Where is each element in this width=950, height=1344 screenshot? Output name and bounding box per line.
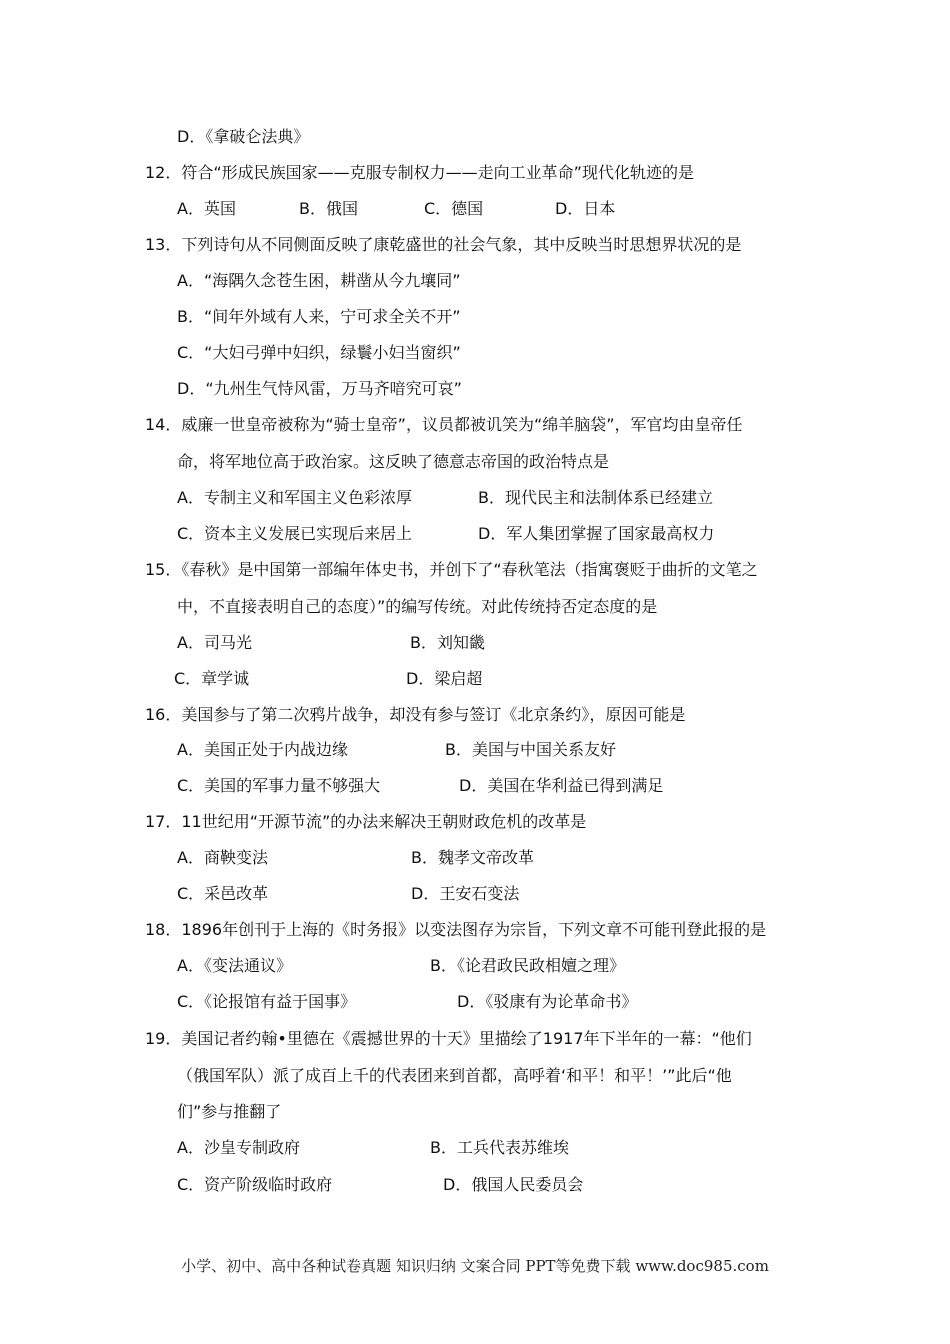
q18-stem: 18．1896年创刊于上海的《时务报》以变法图存为宗旨，下列文章不可能刊登此报的是: [145, 920, 767, 939]
q15-stem-line1: 15．《春秋》是中国第一部编年体史书，并创下了“春秋笔法（指寓褒贬于曲折的文笔之: [145, 560, 758, 579]
q15-option-b: B．刘知畿: [410, 633, 485, 652]
q18-option-b: B．《论君政民政相嬗之理》: [430, 956, 625, 975]
q14-option-a: A．专制主义和军国主义色彩浓厚: [177, 488, 412, 507]
q14-option-c: C．资本主义发展已实现后来居上: [177, 524, 413, 543]
q14-stem-line2: 命，将军地位高于政治家。这反映了德意志帝国的政治特点是: [177, 452, 610, 471]
q11-option-d: D．《拿破仑法典》: [177, 127, 310, 146]
q17-option-a: A．商鞅变法: [177, 848, 268, 867]
q15-option-d: D．梁启超: [406, 669, 483, 688]
q19-stem-line2: （俄国军队）派了成百上千的代表团来到首都，高呼着‘和平！和平！’”此后“他: [177, 1066, 732, 1085]
q18-option-d: D．《驳康有为论革命书》: [457, 992, 638, 1011]
q19-stem-line3: 们”参与推翻了: [177, 1102, 282, 1121]
q12-option-c: C．德国: [424, 199, 484, 218]
q15-stem-line2: 中，不直接表明自己的态度）”的编写传统。对此传统持否定态度的是: [177, 597, 658, 616]
q16-option-b: B．美国与中国关系友好: [445, 740, 616, 759]
q13-option-a: A．“海隅久念苍生困，耕凿从今九壤同”: [177, 271, 461, 290]
q13-option-d: D．“九州生气恃风雷，万马齐喑究可哀”: [177, 379, 462, 398]
q15-option-a: A．司马光: [177, 633, 252, 652]
q16-option-c: C．美国的军事力量不够强大: [177, 776, 381, 795]
q16-option-a: A．美国正处于内战边缘: [177, 740, 348, 759]
q15-option-c: C．章学诚: [174, 669, 250, 688]
page-footer: 小学、初中、高中各种试卷真题 知识归纳 文案合同 PPT等免费下载 www.doc985.com: [181, 1257, 769, 1275]
q19-stem-line1: 19．美国记者约翰•里德在《震撼世界的十天》里描绘了1917年下半年的一幕：“他们: [145, 1029, 752, 1048]
q13-option-b: B．“间年外域有人来，宁可求全关不开”: [177, 307, 461, 326]
q14-option-b: B．现代民主和法制体系已经建立: [478, 488, 713, 507]
q12-stem: 12．符合“形成民族国家——克服专制权力——走向工业革命”现代化轨迹的是: [145, 163, 694, 182]
q14-stem-line1: 14．威廉一世皇帝被称为“骑士皇帝”，议员都被讥笑为“绵羊脑袋”，军官均由皇帝任: [145, 415, 743, 434]
q12-option-b: B．俄国: [299, 199, 358, 218]
q17-option-b: B．魏孝文帝改革: [411, 848, 534, 867]
q18-option-a: A．《变法通议》: [177, 956, 292, 975]
q16-stem: 16．美国参与了第二次鸦片战争，却没有参与签订《北京条约》，原因可能是: [145, 705, 686, 724]
q19-option-a: A．沙皇专制政府: [177, 1138, 300, 1157]
q19-option-d: D．俄国人民委员会: [443, 1175, 584, 1194]
q12-option-a: A．英国: [177, 199, 236, 218]
q17-stem: 17．11世纪用“开源节流”的办法来解决王朝财政危机的改革是: [145, 812, 587, 831]
q16-option-d: D．美国在华利益已得到满足: [459, 776, 664, 795]
q13-stem: 13．下列诗句从不同侧面反映了康乾盛世的社会气象，其中反映当时思想界状况的是: [145, 235, 742, 254]
q12-option-d: D．日本: [555, 199, 616, 218]
q19-option-b: B．工兵代表苏维埃: [430, 1138, 569, 1157]
q18-option-c: C．《论报馆有益于国事》: [177, 992, 357, 1011]
q14-option-d: D．军人集团掌握了国家最高权力: [478, 524, 715, 543]
q19-option-c: C．资产阶级临时政府: [177, 1175, 333, 1194]
q13-option-c: C．“大妇弓弹中妇织，绿鬟小妇当窗织”: [177, 343, 461, 362]
q17-option-c: C．采邑改革: [177, 884, 269, 903]
q17-option-d: D．王安石变法: [411, 884, 520, 903]
